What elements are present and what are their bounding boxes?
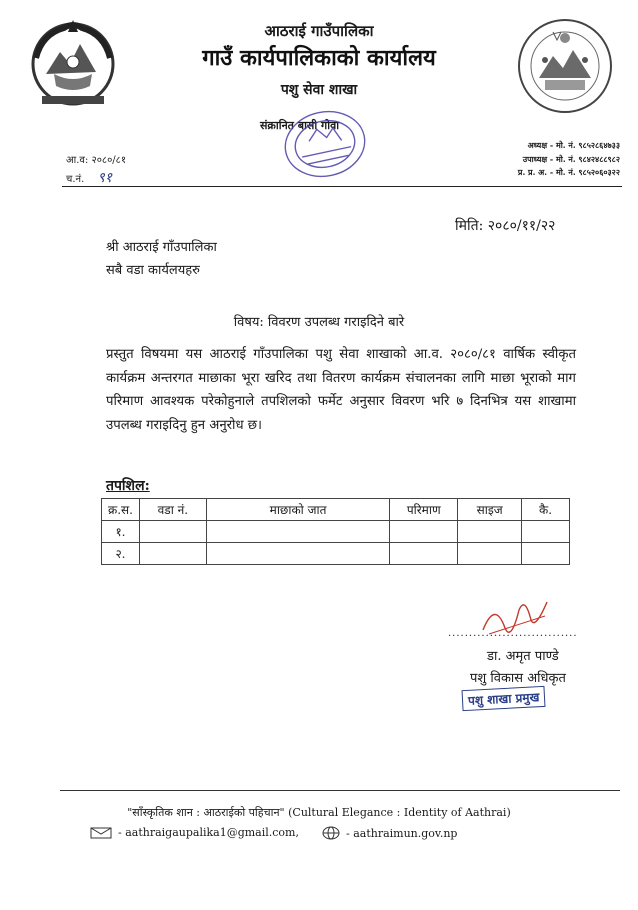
section-chief-stamp: पशु शाखा प्रमुख <box>462 686 546 711</box>
footer-email-text[interactable]: - aathraigaupalika1@gmail.com, <box>118 826 299 839</box>
footer-divider <box>60 790 620 791</box>
globe-icon <box>322 826 340 840</box>
table-cell <box>458 543 522 565</box>
dispatch-number-value: ९१ <box>97 170 113 186</box>
table-cell <box>139 543 206 565</box>
footer-website-text[interactable]: - aathraimun.gov.np <box>346 826 458 840</box>
contact-cao: प्र. प्र. अ. - मो. नं. ९८५२०६०३२२ <box>517 167 620 177</box>
footer-email <box>90 826 299 839</box>
table-cell <box>458 521 522 543</box>
table-header-row <box>102 499 570 521</box>
table-row <box>102 521 570 543</box>
table-cell <box>390 521 458 543</box>
recipient-line-2: सबै वडा कार्यलयहरु <box>106 263 200 278</box>
table-cell <box>522 521 570 543</box>
section-name: पशु सेवा शाखा <box>280 82 358 98</box>
signatory-name: डा. अमृत पाण्डे <box>487 649 559 664</box>
address-line: संक्रानित बासी गोवा <box>260 119 340 132</box>
signature-line: ............................... <box>448 628 578 639</box>
letter-body: प्रस्तुत विषयमा यस आठराई गाँउपालिका पशु सेवा शाखाको आ.व. २०८०/८१ वार्षिक स्वीकृत कार्यक्रम अन्तरगत माछाका भूरा खरिद तथा वितरण कार्यक्रम संचालनका लागि माछा भूराको माग परिमाण आवश्यक परेकोहुनाले तपशिलको फर्मेट अनुसार विवरण भरि ७ दिनभित्र यस शाखामा उपलब्ध गराइदिनु हुन अनुरोध छ। <box>106 347 576 433</box>
table-cell: १. <box>102 521 140 543</box>
col-ward: वडा नं. <box>139 499 206 521</box>
contact-chairperson: अध्यक्ष - मो. नं. ९८५२८६४७३३ <box>527 140 620 150</box>
office-stamp-seal <box>280 104 370 184</box>
footer-slogan: "साँस्कृतिक शान : आठराईको पहिचान" (Cultural Elegance : Identity of Aathrai) <box>127 806 511 819</box>
header-divider <box>62 186 622 187</box>
fiscal-year: आ.व: २०८०/८१ <box>66 155 127 166</box>
footer-website <box>322 826 457 840</box>
table-cell <box>206 521 390 543</box>
table-cell: २. <box>102 543 140 565</box>
letter-date: मिति: २०८०/११/२२ <box>455 218 556 234</box>
table-row <box>102 543 570 565</box>
letter-subject: विषय: विवरण उपलब्ध गराइदिने बारे <box>233 315 405 330</box>
table-cell <box>206 543 390 565</box>
table-cell <box>390 543 458 565</box>
details-heading: तपशिल: <box>106 478 150 494</box>
col-fish-species: माछाको जात <box>206 499 390 521</box>
contact-vice-chair: उपाध्यक्ष - मो. नं. ९८४२४८८९८२ <box>522 154 620 164</box>
details-table <box>101 498 570 565</box>
table-cell <box>522 543 570 565</box>
email-icon <box>90 827 112 839</box>
dispatch-number <box>66 168 112 187</box>
handwritten-signature <box>475 590 555 650</box>
office-title: गाउँ कार्यपालिकाको कार्यालय <box>202 45 436 71</box>
signatory-title: पशु विकास अधिकृत <box>470 671 566 686</box>
recipient-line-1: श्री आठराई गाँउपालिका <box>106 240 217 255</box>
table-cell <box>139 521 206 543</box>
col-quantity: परिमाण <box>390 499 458 521</box>
col-size: साइज <box>458 499 522 521</box>
col-remarks: कै. <box>522 499 570 521</box>
col-serial: क्र.स. <box>102 499 140 521</box>
municipality-name: आठराई गाउँपालिका <box>264 22 374 40</box>
dispatch-label: च.नं. <box>66 174 85 185</box>
